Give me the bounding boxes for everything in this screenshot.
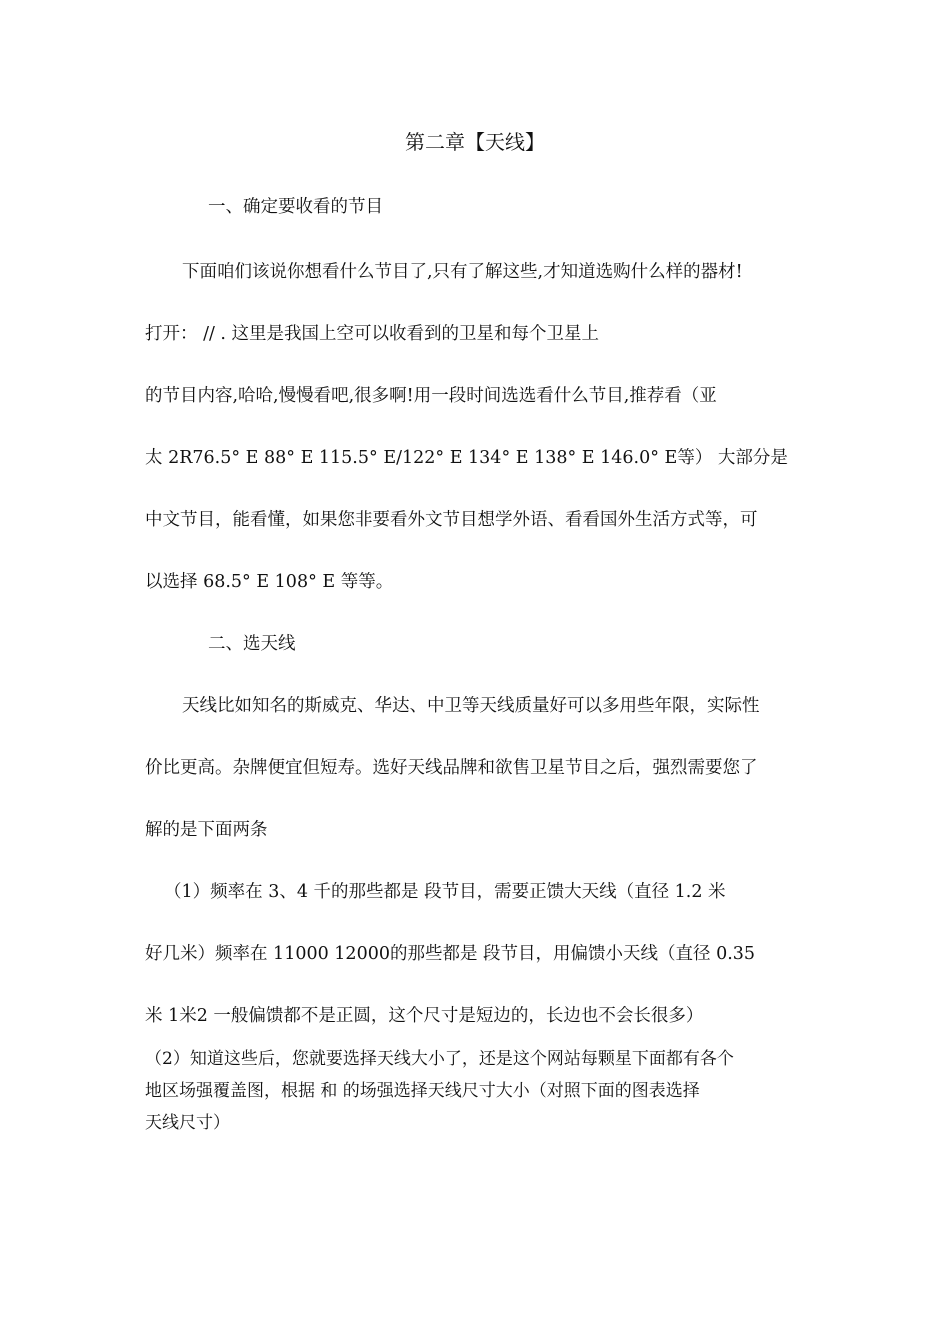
section1-heading: 一、确定要收看的节目 xyxy=(208,197,383,217)
chapter-title: 第二章【天线】 xyxy=(405,130,545,154)
paragraph-line: 价比更高。杂牌便宜但短寿。选好天线品牌和欲售卫星节目之后，强烈需要您了 xyxy=(145,758,758,778)
paragraph-line: 中文节目，能看懂，如果您非要看外文节目想学外语、看看国外生活方式等，可 xyxy=(145,510,758,530)
paragraph-line: 米 1米2 一般偏馈都不是正圆，这个尺寸是短边的，长边也不会长很多） xyxy=(145,1006,704,1026)
paragraph-line: 地区场强覆盖图，根据 和 的场强选择天线尺寸大小（对照下面的图表选择 xyxy=(145,1081,700,1101)
paragraph-line: （2）知道这些后，您就要选择天线大小了，还是这个网站每颗星下面都有各个 xyxy=(145,1049,734,1069)
paragraph-line: 以选择 68.5° E 108° E 等等。 xyxy=(145,572,394,592)
paragraph-line: 好几米）频率在 11000 12000的那些都是 段节目，用偏馈小天线（直径 0.35 xyxy=(145,944,756,964)
paragraph-line: 打开： // . 这里是我国上空可以收看到的卫星和每个卫星上 xyxy=(145,324,600,344)
paragraph-line: （1）频率在 3、4 千的那些都是 段节目，需要正馈大天线（直径 1.2 米 xyxy=(164,882,726,902)
paragraph-line: 太 2R76.5° E 88° E 115.5° E/122° E 134° E 138° E 146.0° E等） 大部分是 xyxy=(145,448,788,468)
paragraph-line: 下面咱们该说你想看什么节目了,只有了解这些,才知道选购什么样的器材! xyxy=(182,262,743,282)
paragraph-line: 天线比如知名的斯威克、华达、中卫等天线质量好可以多用些年限，实际性 xyxy=(182,696,760,716)
paragraph-line: 天线尺寸） xyxy=(145,1113,230,1133)
paragraph-line: 解的是下面两条 xyxy=(145,820,268,840)
paragraph-line: 的节目内容,哈哈,慢慢看吧,很多啊!用一段时间选选看什么节目,推荐看（亚 xyxy=(145,386,717,406)
section2-heading: 二、选天线 xyxy=(208,634,296,654)
